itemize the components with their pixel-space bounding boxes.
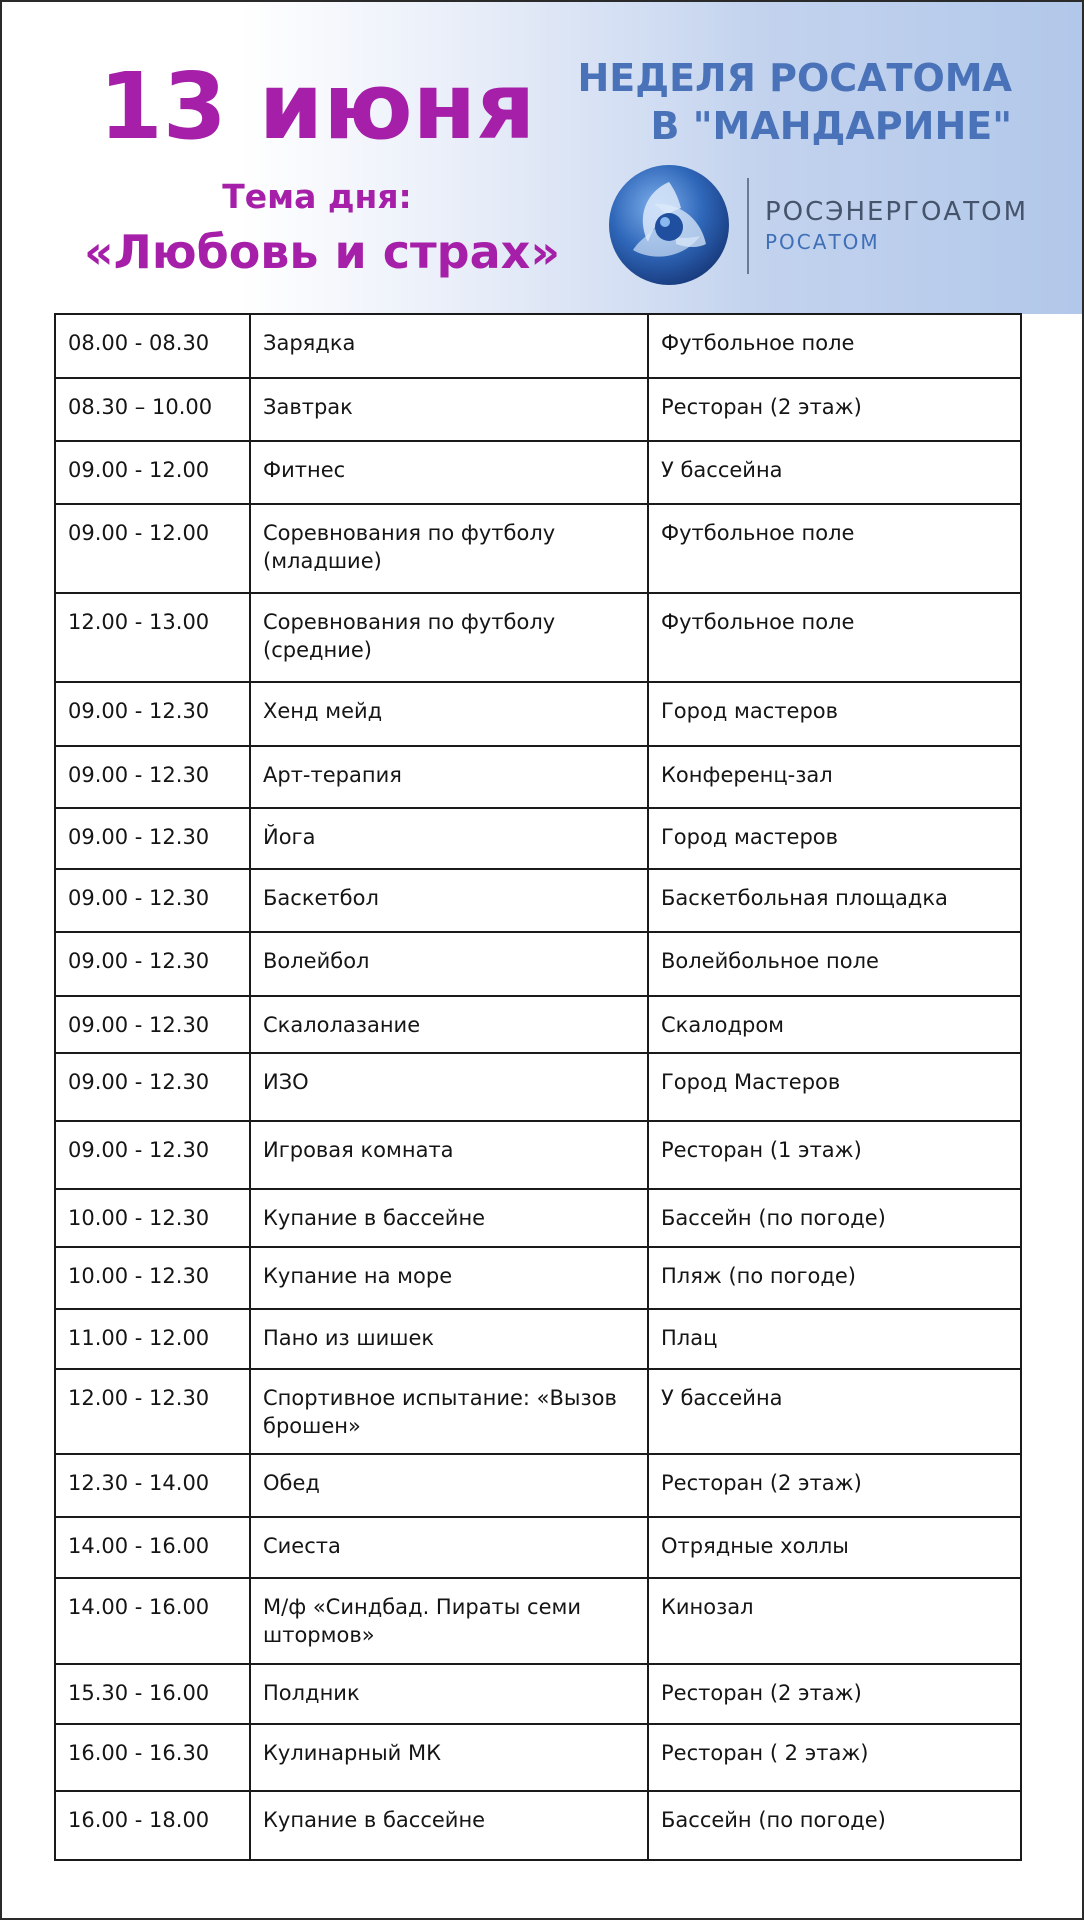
activity-cell: ИЗО (250, 1053, 648, 1121)
location-cell: Кинозал (648, 1578, 1021, 1664)
location-cell: Бассейн (по погоде) (648, 1791, 1021, 1860)
activity-cell: Игровая комната (250, 1121, 648, 1189)
activity-cell: Сиеста (250, 1517, 648, 1578)
activity-cell: Йога (250, 808, 648, 869)
table-row (55, 932, 1021, 996)
activity-cell: Кулинарный МК (250, 1724, 648, 1791)
location-cell: Волейбольное поле (648, 932, 1021, 996)
table-row (55, 869, 1021, 932)
time-cell: 09.00 - 12.30 (55, 746, 250, 808)
location-cell: Ресторан (1 этаж) (648, 1121, 1021, 1189)
table-row (55, 1121, 1021, 1189)
activity-cell: Спортивное испытание: «Вызов брошен» (250, 1369, 648, 1454)
activity-cell: Соревнования по футболу (младшие) (250, 504, 648, 593)
activity-cell: Полдник (250, 1664, 648, 1724)
header-banner (2, 2, 1082, 314)
table-row (55, 996, 1021, 1053)
location-cell: Баскетбольная площадка (648, 869, 1021, 932)
event-title-line2: В "МАНДАРИНЕ" (650, 104, 1012, 148)
time-cell: 14.00 - 16.00 (55, 1517, 250, 1578)
table-row (55, 1517, 1021, 1578)
activity-cell: Купание на море (250, 1247, 648, 1309)
activity-cell: Баскетбол (250, 869, 648, 932)
theme-value: «Любовь и страх» (83, 225, 561, 279)
table-row (55, 593, 1021, 682)
time-cell: 14.00 - 16.00 (55, 1578, 250, 1664)
activity-cell: Завтрак (250, 378, 648, 441)
location-cell: Город мастеров (648, 808, 1021, 869)
time-cell: 09.00 - 12.30 (55, 932, 250, 996)
location-cell: Ресторан (2 этаж) (648, 1454, 1021, 1517)
schedule-table (54, 313, 1022, 1861)
logo-divider (747, 178, 749, 274)
time-cell: 09.00 - 12.30 (55, 1053, 250, 1121)
page-date: 13 июня (98, 53, 536, 160)
activity-cell: М/ф «Синдбад. Пираты семи штормов» (250, 1578, 648, 1664)
location-cell: Конференц-зал (648, 746, 1021, 808)
table-row (55, 1454, 1021, 1517)
logo-name: РОСЭНЕРГОАТОМ (765, 197, 1028, 227)
time-cell: 09.00 - 12.30 (55, 996, 250, 1053)
location-cell: Плац (648, 1309, 1021, 1369)
table-row (55, 1724, 1021, 1791)
activity-cell: Хенд мейд (250, 682, 648, 746)
table-row (55, 1369, 1021, 1454)
table-row (55, 504, 1021, 593)
location-cell: Футбольное поле (648, 314, 1021, 378)
table-row (55, 808, 1021, 869)
location-cell: Город Мастеров (648, 1053, 1021, 1121)
time-cell: 09.00 - 12.30 (55, 1121, 250, 1189)
time-cell: 10.00 - 12.30 (55, 1247, 250, 1309)
location-cell: Скалодром (648, 996, 1021, 1053)
location-cell: Город мастеров (648, 682, 1021, 746)
activity-cell: Соревнования по футболу (средние) (250, 593, 648, 682)
table-row (55, 314, 1021, 378)
time-cell: 08.30 – 10.00 (55, 378, 250, 441)
time-cell: 12.00 - 12.30 (55, 1369, 250, 1454)
table-row (55, 1664, 1021, 1724)
table-row (55, 1309, 1021, 1369)
table-row (55, 1247, 1021, 1309)
location-cell: Футбольное поле (648, 504, 1021, 593)
time-cell: 09.00 - 12.00 (55, 504, 250, 593)
location-cell: У бассейна (648, 1369, 1021, 1454)
time-cell: 16.00 - 16.30 (55, 1724, 250, 1791)
time-cell: 10.00 - 12.30 (55, 1189, 250, 1247)
table-row (55, 441, 1021, 504)
location-cell: Пляж (по погоде) (648, 1247, 1021, 1309)
rosatom-logo-icon (606, 162, 732, 288)
time-cell: 09.00 - 12.30 (55, 808, 250, 869)
location-cell: Бассейн (по погоде) (648, 1189, 1021, 1247)
activity-cell: Зарядка (250, 314, 648, 378)
activity-cell: Купание в бассейне (250, 1791, 648, 1860)
logo-subtitle: РОСАТОМ (765, 230, 880, 254)
location-cell: Отрядные холлы (648, 1517, 1021, 1578)
time-cell: 09.00 - 12.30 (55, 869, 250, 932)
location-cell: Ресторан (2 этаж) (648, 1664, 1021, 1724)
event-title (552, 54, 1012, 150)
time-cell: 15.30 - 16.00 (55, 1664, 250, 1724)
activity-cell: Купание в бассейне (250, 1189, 648, 1247)
location-cell: Футбольное поле (648, 593, 1021, 682)
time-cell: 11.00 - 12.00 (55, 1309, 250, 1369)
location-cell: Ресторан ( 2 этаж) (648, 1724, 1021, 1791)
table-row (55, 682, 1021, 746)
activity-cell: Обед (250, 1454, 648, 1517)
location-cell: Ресторан (2 этаж) (648, 378, 1021, 441)
time-cell: 12.00 - 13.00 (55, 593, 250, 682)
activity-cell: Пано из шишек (250, 1309, 648, 1369)
time-cell: 09.00 - 12.00 (55, 441, 250, 504)
table-row (55, 1791, 1021, 1860)
location-cell: У бассейна (648, 441, 1021, 504)
table-row (55, 1189, 1021, 1247)
theme-label: Тема дня: (222, 177, 412, 216)
table-row (55, 378, 1021, 441)
table-row (55, 746, 1021, 808)
event-title-line1: НЕДЕЛЯ РОСАТОМА (577, 56, 1012, 100)
table-row (55, 1578, 1021, 1664)
time-cell: 12.30 - 14.00 (55, 1454, 250, 1517)
activity-cell: Волейбол (250, 932, 648, 996)
time-cell: 16.00 - 18.00 (55, 1791, 250, 1860)
activity-cell: Скалолазание (250, 996, 648, 1053)
time-cell: 08.00 - 08.30 (55, 314, 250, 378)
activity-cell: Арт-терапия (250, 746, 648, 808)
activity-cell: Фитнес (250, 441, 648, 504)
time-cell: 09.00 - 12.30 (55, 682, 250, 746)
table-row (55, 1053, 1021, 1121)
